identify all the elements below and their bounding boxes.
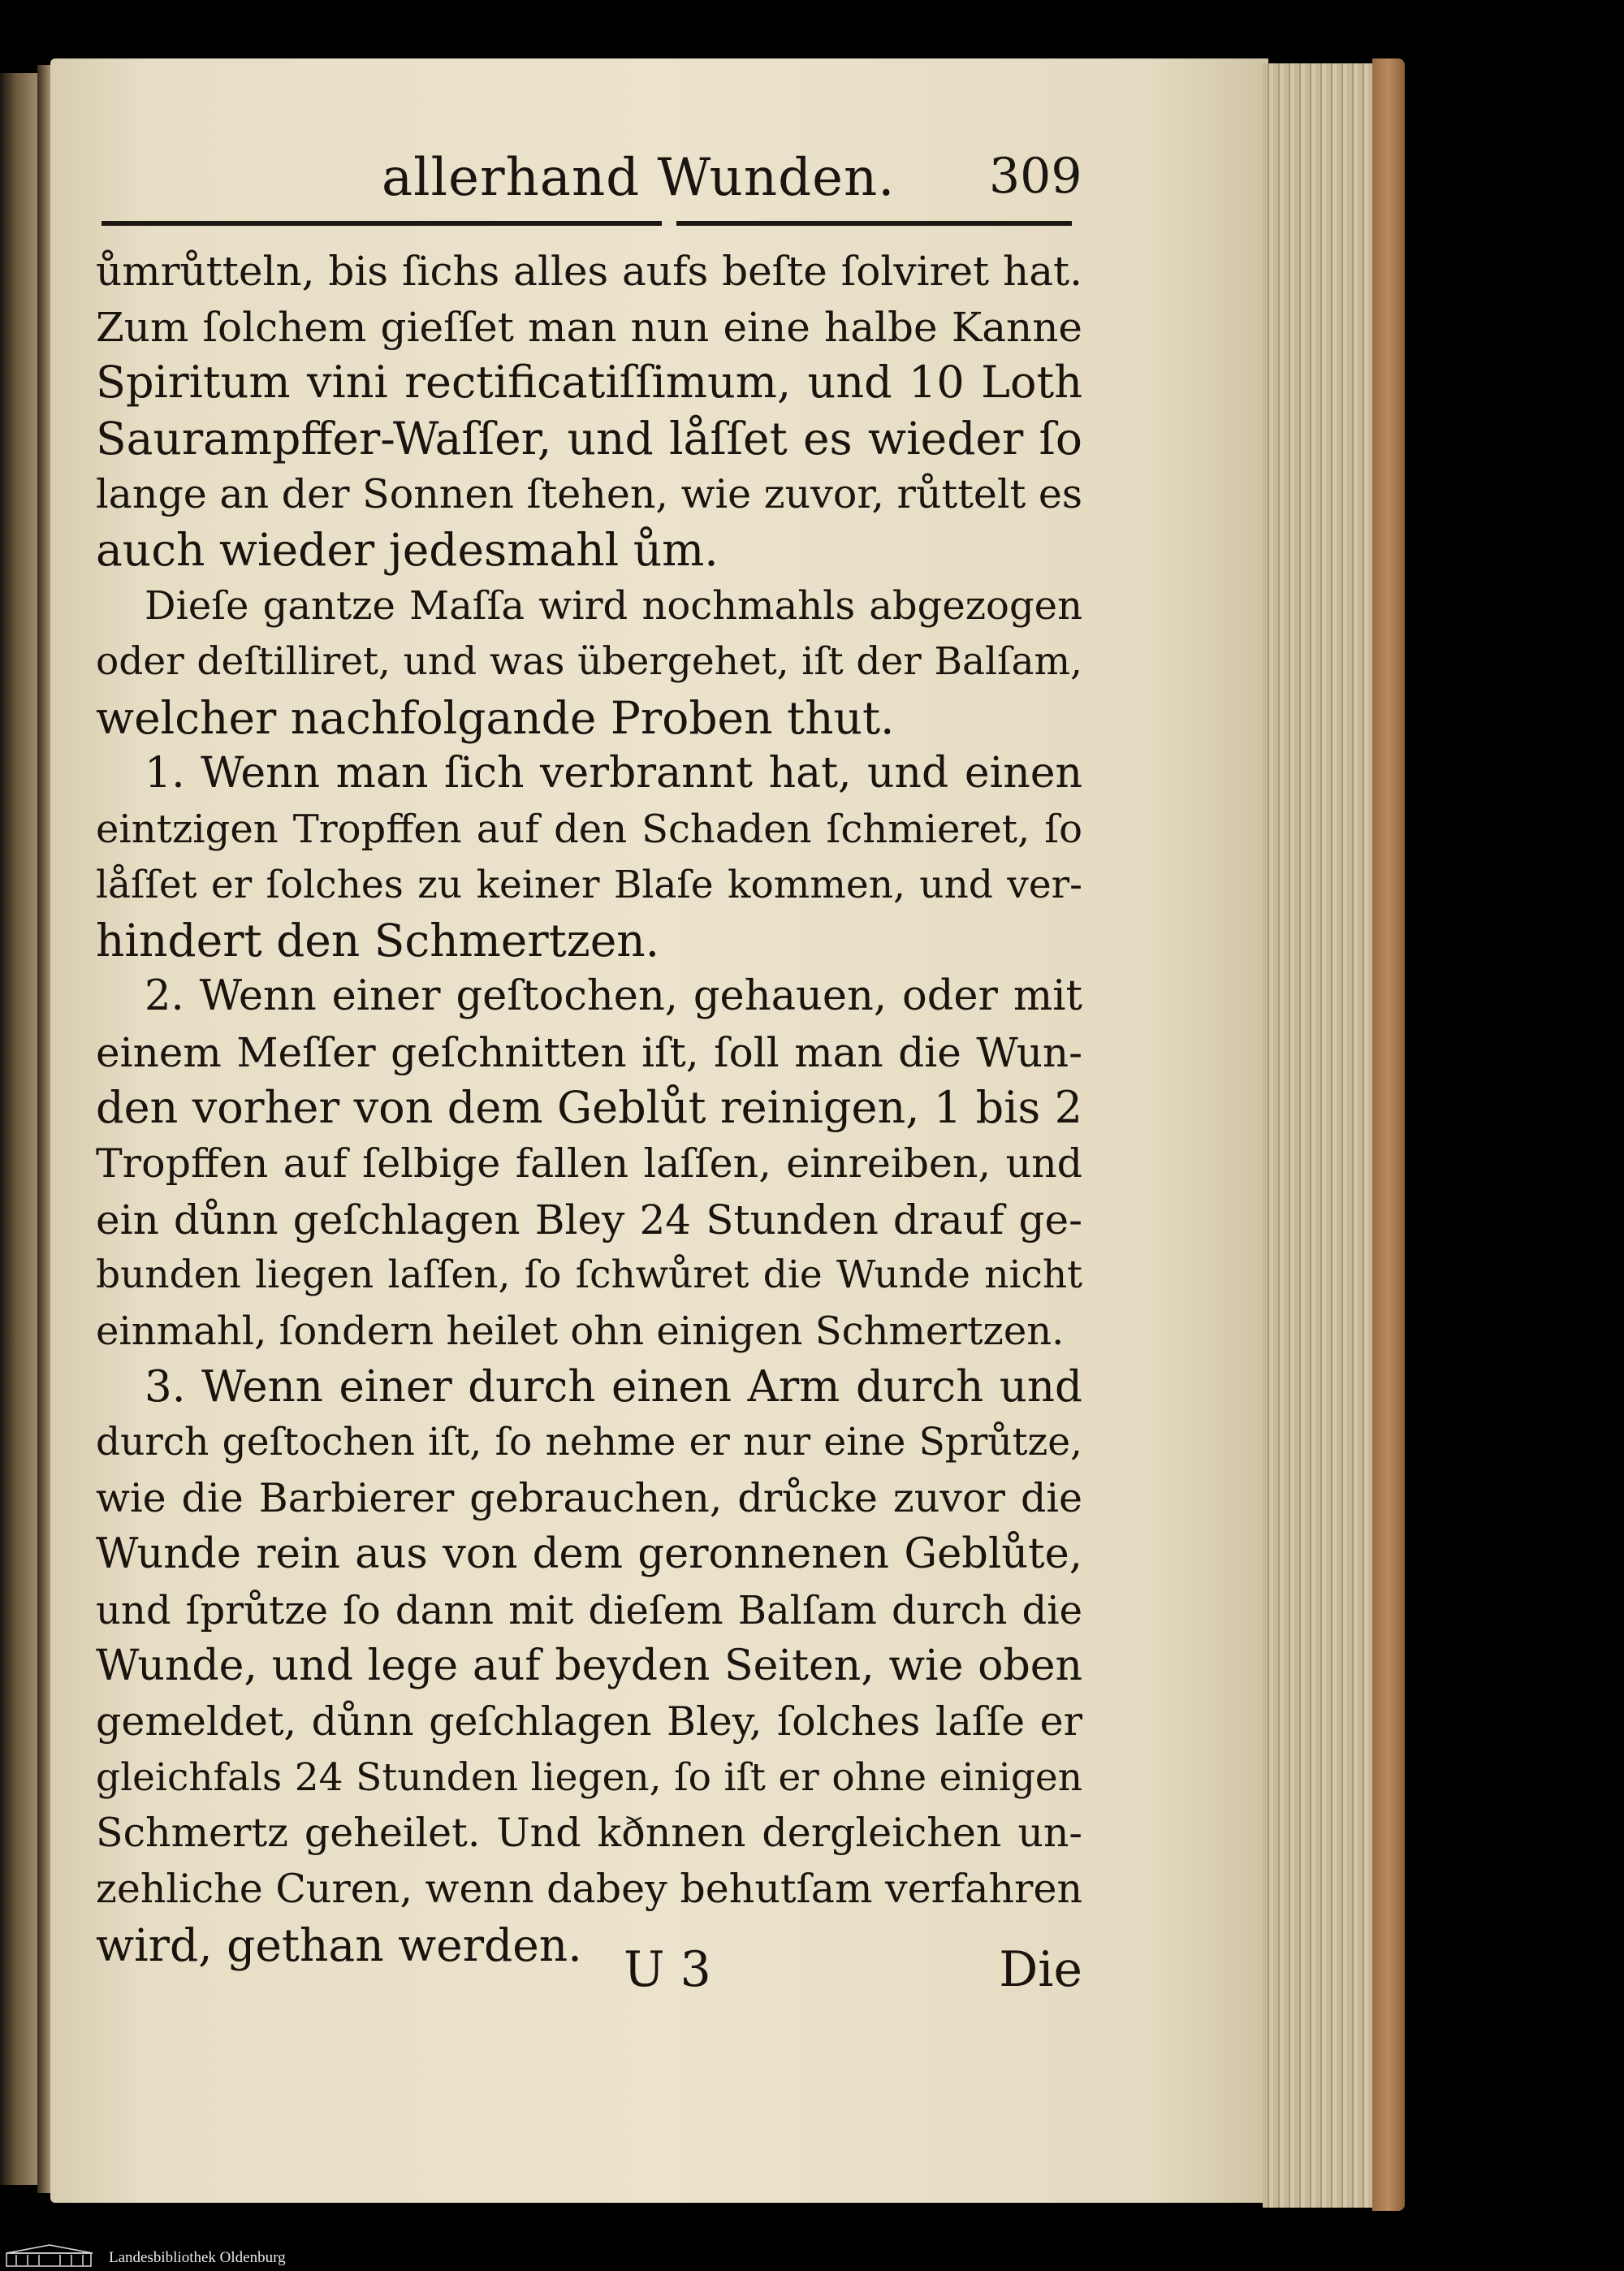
header-rule-gap [662, 219, 676, 227]
text-line: Saurampffer-Waſſer, und låſſet es wieder ſo [96, 413, 1082, 465]
text-line: låſſet er ſolches zu keiner Blaſe kommen, und ver- [96, 862, 1082, 907]
text-line: 3. Wenn einer durch einen Arm durch und [145, 1361, 1082, 1412]
text-line: Wunde rein aus von dem geronnenen Geblůte, [96, 1529, 1082, 1578]
page-number: 309 [989, 148, 1082, 205]
text-line: 1. Wenn man ſich verbrannt hat, und einen [145, 749, 1082, 798]
catchword: Die [999, 1941, 1082, 1998]
page-footer [96, 1941, 1082, 2006]
library-footer-bar [0, 2243, 1624, 2271]
text-line: oder deſtilliret, und was übergehet, iſt der Balſam, [96, 638, 1082, 684]
text-line: Tropffen auf ſelbige fallen laſſen, einreiben, und [96, 1140, 1082, 1187]
text-line: einem Meſſer geſchnitten iſt, ſoll man die Wun- [96, 1028, 1082, 1076]
text-line: Zum ſolchem gieſſet man nun eine halbe Kanne [96, 303, 1082, 351]
text-line: 2. Wenn einer geſtochen, gehauen, oder mit [145, 971, 1082, 1020]
body-text [96, 244, 1082, 1973]
book-cover-board [1372, 58, 1405, 2211]
text-line: wie die Barbierer gebrauchen, drůcke zuvor die [96, 1475, 1082, 1522]
text-line: auch wieder jedesmahl ům. [96, 524, 719, 577]
left-page-edge [0, 73, 41, 2185]
text-line: ein důnn geſchlagen Bley 24 Stunden drauf ge- [96, 1196, 1082, 1244]
text-line: einmahl, ſondern heilet ohn einigen Schmertzen. [96, 1309, 1065, 1355]
text-line: Dieſe gantze Maſſa wird nochmahls abgezogen [145, 583, 1082, 629]
header-rule [102, 221, 1072, 226]
text-line: und ſprůtze ſo dann mit dieſem Balſam durch die [96, 1587, 1082, 1633]
text-line: welcher nachfolgande Proben thut. [96, 691, 895, 744]
text-line: Spiritum vini rectificatiſſimum, und 10 Loth [96, 357, 1082, 409]
text-line: ůmrůtteln, bis ſichs alles aufs beſte ſolviret hat. [96, 248, 1082, 295]
text-line: gleichfals 24 Stunden liegen, ſo iſt er ohne einigen [96, 1754, 1082, 1800]
running-head-title: allerhand Wunden. [382, 148, 896, 208]
text-line: bunden liegen laſſen, ſo ſchwůret die Wunde nicht [96, 1252, 1082, 1298]
text-line: gemeldet, důnn geſchlagen Bley, ſolches laſſe er [96, 1698, 1082, 1745]
running-head [114, 148, 1082, 213]
text-line: eintzigen Tropffen auf den Schaden ſchmieret, ſo [96, 806, 1082, 852]
text-line: Schmertz geheilet. Und kðnnen dergleichen un- [96, 1810, 1082, 1857]
signature-mark: U 3 [624, 1941, 711, 1998]
text-line: Wunde, und lege auf beyden Seiten, wie oben [96, 1642, 1082, 1691]
text-line: hindert den Schmertzen. [96, 915, 660, 967]
text-line: den vorher von dem Geblůt reinigen, 1 bis 2 [96, 1082, 1082, 1134]
library-building-icon [5, 2243, 94, 2268]
text-line: lange an der Sonnen ſtehen, wie zuvor, růttelt es [96, 470, 1082, 517]
text-line: durch geſtochen iſt, ſo nehme er nur eine Sprůtze, [96, 1420, 1082, 1465]
text-line: wird, gethan werden. [96, 1918, 582, 1971]
library-name: Landesbibliothek Oldenburg [109, 2249, 286, 2266]
text-line: zehliche Curen, wenn dabey behutſam verfahren [96, 1865, 1082, 1912]
